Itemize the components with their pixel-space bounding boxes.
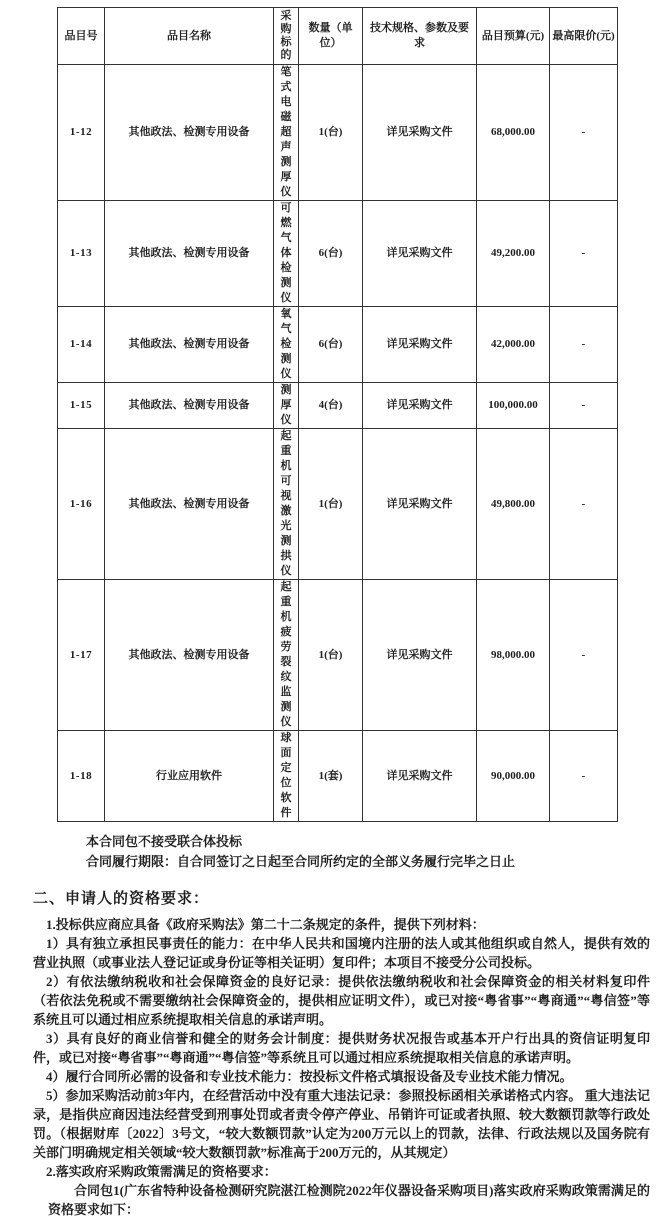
cell-budget: 68,000.00 xyxy=(477,65,550,201)
col-header-spec: 技术规格、参数及要求 xyxy=(363,8,477,65)
cell-spec: 详见采购文件 xyxy=(363,307,477,383)
cell-budget: 42,000.00 xyxy=(477,307,550,383)
cell-item-name: 其他政法、检测专用设备 xyxy=(105,383,274,429)
table-row-1-18 xyxy=(58,731,618,822)
para-contract-package-1: 合同包1(广东省特种设备检测研究院湛江检测院2022年仪器设备采购项目)落实政府采购政策需满足的资格要求如下： xyxy=(48,1183,650,1217)
cell-target: 氧气检测仪 xyxy=(274,307,299,383)
para-tax-social-security: 2）有依法缴纳税收和社会保障资金的良好记录：提供依法缴纳税收和社会保障资金的相关材料复印件（若依法免税或不需要缴纳社会保障资金的，提供相应证明文件），或已对接“粤省事”“粤商通”“粤信签”等系统且可以通过相应系统提取相关信息的承诺声明。 xyxy=(33,974,650,1027)
cell-quantity: 6(台) xyxy=(299,201,363,307)
cell-spec: 详见采购文件 xyxy=(363,383,477,429)
table-header-row xyxy=(58,8,618,65)
cell-max-price: - xyxy=(550,307,618,383)
cell-quantity: 1(台) xyxy=(299,65,363,201)
cell-budget: 98,000.00 xyxy=(477,580,550,731)
para-policy-requirements: 2.落实政府采购政策需满足的资格要求： xyxy=(46,1164,277,1179)
cell-item-no: 1-17 xyxy=(58,580,105,731)
cell-item-name: 其他政法、检测专用设备 xyxy=(105,429,274,580)
para-civil-liability: 1）具有独立承担民事责任的能力：在中华人民共和国境内注册的法人或其他组织或自然人，提供有效的营业执照（或事业法人登记证或身份证等相关证明）复印件；本项目不接受分公司投标。 xyxy=(33,936,650,970)
document-body xyxy=(33,832,650,1219)
cell-item-no: 1-15 xyxy=(58,383,105,429)
para-no-major-violations: 5）参加采购活动前3年内，在经营活动中没有重大违法记录：参照投标函相关承诺格式内容。 重大违法记录，是指供应商因违法经营受到刑事处罚或者责令停产停业、吊销许可证或者执照、较大数额罚款等行政处罚。（根据财库〔2022〕3号文，“较大数额罚款”认定为200万元以上的罚款，法律、行政法规以及国务院有关部门明确规定相关领域“较大数额罚款”标准高于200万元的，从其规定） xyxy=(33,1088,650,1160)
cell-spec: 详见采购文件 xyxy=(363,429,477,580)
procurement-items-table xyxy=(57,7,618,822)
note-contract-period: 合同履行期限：自合同签订之日起至合同所约定的全部义务履行完毕之日止 xyxy=(86,854,516,869)
qualification-paragraphs xyxy=(33,915,650,1219)
cell-quantity: 1(套) xyxy=(299,731,363,822)
para-equipment-capability: 4）履行合同所必需的设备和专业技术能力：按投标文件格式填报设备及专业技术能力情况。 xyxy=(46,1069,573,1084)
cell-item-no: 1-16 xyxy=(58,429,105,580)
cell-target: 起重机疲劳裂纹监测仪 xyxy=(274,580,299,731)
cell-max-price: - xyxy=(550,201,618,307)
cell-quantity: 4(台) xyxy=(299,383,363,429)
cell-target: 起重机可视激光测拱仪 xyxy=(274,429,299,580)
cell-item-no: 1-13 xyxy=(58,201,105,307)
col-header-budget: 品目预算(元) xyxy=(477,8,550,65)
cell-spec: 详见采购文件 xyxy=(363,201,477,307)
cell-budget: 49,800.00 xyxy=(477,429,550,580)
cell-quantity: 1(台) xyxy=(299,429,363,580)
procurement-document-page xyxy=(0,7,658,1217)
cell-budget: 90,000.00 xyxy=(477,731,550,822)
cell-max-price: - xyxy=(550,731,618,822)
cell-target: 球面定位软件 xyxy=(274,731,299,822)
col-header-max-price: 最高限价(元) xyxy=(550,8,618,65)
cell-item-name: 其他政法、检测专用设备 xyxy=(105,65,274,201)
col-header-item-name: 品目名称 xyxy=(105,8,274,65)
para-business-reputation: 3）具有良好的商业信誉和健全的财务会计制度：提供财务状况报告或基本开户行出具的资信证明复印件，或已对接“粤省事”“粤商通”“粤信签”等系统且可以通过相应系统提取相关信息的承诺声明。 xyxy=(33,1031,650,1065)
section-heading-applicant-qualifications: 二、申请人的资格要求： xyxy=(33,891,210,907)
cell-item-name: 其他政法、检测专用设备 xyxy=(105,580,274,731)
table-row-1-17 xyxy=(58,580,618,731)
cell-budget: 49,200.00 xyxy=(477,201,550,307)
cell-item-name: 行业应用软件 xyxy=(105,731,274,822)
table-row-1-16 xyxy=(58,429,618,580)
table-row-1-13 xyxy=(58,201,618,307)
table-row-1-12 xyxy=(58,65,618,201)
contract-notes xyxy=(33,832,650,872)
cell-item-no: 1-18 xyxy=(58,731,105,822)
cell-quantity: 6(台) xyxy=(299,307,363,383)
note-no-consortium: 本合同包不接受联合体投标 xyxy=(86,834,243,849)
para-supplier-conditions: 1.投标供应商应具备《政府采购法》第二十二条规定的条件，提供下列材料： xyxy=(46,917,485,932)
cell-target: 测厚仪 xyxy=(274,383,299,429)
cell-item-no: 1-12 xyxy=(58,65,105,201)
col-header-quantity: 数量（单位） xyxy=(299,8,363,65)
cell-max-price: - xyxy=(550,580,618,731)
cell-max-price: - xyxy=(550,383,618,429)
cell-quantity: 1(台) xyxy=(299,580,363,731)
cell-target: 可燃气体检测仪 xyxy=(274,201,299,307)
table-row-1-15 xyxy=(58,383,618,429)
cell-spec: 详见采购文件 xyxy=(363,731,477,822)
cell-spec: 详见采购文件 xyxy=(363,65,477,201)
cell-max-price: - xyxy=(550,65,618,201)
cell-max-price: - xyxy=(550,429,618,580)
cell-spec: 详见采购文件 xyxy=(363,580,477,731)
cell-item-name: 其他政法、检测专用设备 xyxy=(105,201,274,307)
col-header-target-label: 采购标的 xyxy=(280,9,292,61)
table-row-1-14 xyxy=(58,307,618,383)
cell-item-no: 1-14 xyxy=(58,307,105,383)
col-header-item-no: 品目号 xyxy=(58,8,105,65)
cell-budget: 100,000.00 xyxy=(477,383,550,429)
cell-target: 笔式电磁超声测厚仪 xyxy=(274,65,299,201)
cell-item-name: 其他政法、检测专用设备 xyxy=(105,307,274,383)
col-header-target xyxy=(274,8,299,65)
